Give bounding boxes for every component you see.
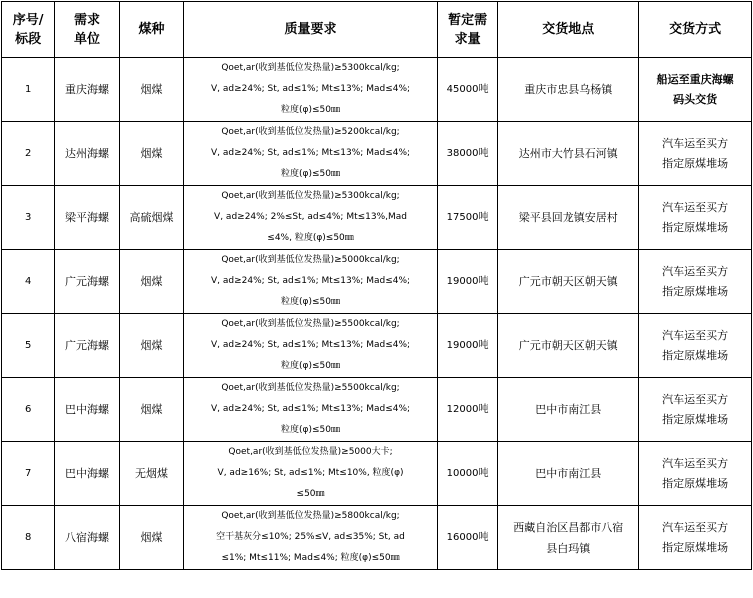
cell-coal-type-text: 烟煤 — [140, 339, 163, 352]
header-unit: 需求 单位 — [55, 2, 119, 58]
cell-method-text: 码头交货 — [673, 92, 718, 106]
cell-location — [498, 58, 639, 122]
cell-quantity — [437, 314, 497, 378]
cell-coal-type — [119, 442, 183, 506]
cell-index — [2, 506, 55, 570]
cell-quantity — [437, 442, 497, 506]
header-coal-type: 煤种 — [119, 2, 183, 58]
cell-quality-text: Qoet,ar(收到基低位发热量)≥5000大卡; — [228, 447, 393, 457]
cell-coal-type — [119, 186, 183, 250]
cell-quality-text: 粒度(φ)≤50㎜ — [281, 425, 340, 435]
cell-method-text: 指定原煤堆场 — [662, 284, 729, 298]
cell-quality-text: V, ad≥24%; St, ad≤1%; Mt≤13%; Mad≤4%; — [211, 340, 411, 350]
cell-quality-text: V, ad≥24%; St, ad≤1%; Mt≤13%; Mad≤4%; — [211, 404, 411, 414]
cell-quality — [184, 314, 438, 378]
cell-quality-text: Qoet,ar(收到基低位发热量)≥5500kcal/kg; — [221, 383, 400, 393]
cell-unit — [55, 58, 119, 122]
cell-quality-text: V, ad≥24%; St, ad≤1%; Mt≤13%; Mad≤4%; — [211, 84, 411, 94]
header-row — [2, 2, 752, 58]
cell-location — [498, 314, 639, 378]
cell-quality-text: V, ad≥24%; St, ad≤1%; Mt≤13%; Mad≤4%; — [211, 148, 411, 158]
cell-coal-type-text: 高硫烟煤 — [129, 211, 174, 224]
header-index: 序号/ 标段 — [2, 2, 55, 58]
cell-quality — [184, 442, 438, 506]
cell-unit — [55, 250, 119, 314]
cell-coal-type-text: 烟煤 — [140, 83, 163, 96]
cell-quality-text: V, ad≥16%; St, ad≤1%; Mt≤10%, 粒度(φ) — [217, 468, 404, 478]
cell-unit-text: 达州海螺 — [65, 147, 110, 160]
cell-location-text: 达州市大竹县石河镇 — [518, 147, 618, 160]
cell-index-text: 8 — [24, 532, 32, 543]
cell-quality — [184, 122, 438, 186]
cell-unit-text: 八宿海螺 — [65, 531, 110, 544]
cell-unit-text: 巴中海螺 — [65, 403, 110, 416]
cell-location-text: 广元市朝天区朝天镇 — [518, 339, 618, 352]
cell-location — [498, 378, 639, 442]
cell-quality-text: Qoet,ar(收到基低位发热量)≥5300kcal/kg; — [221, 63, 400, 73]
cell-coal-type-text: 烟煤 — [140, 531, 163, 544]
cell-index — [2, 122, 55, 186]
cell-index — [2, 442, 55, 506]
cell-quantity — [437, 58, 497, 122]
cell-quality-text: 空干基灰分≤10%; 25%≤V, ad≤35%; St, ad — [216, 532, 405, 542]
cell-unit — [55, 186, 119, 250]
cell-coal-type — [119, 314, 183, 378]
cell-quantity-text: 10000吨 — [446, 468, 489, 479]
cell-method — [639, 58, 752, 122]
cell-method — [639, 250, 752, 314]
cell-unit — [55, 378, 119, 442]
cell-index — [2, 250, 55, 314]
cell-quality-text: 粒度(φ)≤50㎜ — [281, 361, 340, 371]
cell-coal-type — [119, 250, 183, 314]
cell-quality — [184, 186, 438, 250]
cell-quantity — [437, 506, 497, 570]
cell-quality-text: Qoet,ar(收到基低位发热量)≥5500kcal/kg; — [221, 319, 400, 329]
cell-unit-text: 广元海螺 — [65, 339, 110, 352]
table-row — [2, 314, 752, 378]
table-row — [2, 250, 752, 314]
cell-quantity-text: 16000吨 — [446, 532, 489, 543]
cell-index-text: 5 — [24, 340, 32, 351]
cell-quality-text: ≤1%; Mt≤11%; Mad≤4%; 粒度(φ)≤50㎜ — [221, 553, 400, 563]
cell-unit-text: 广元海螺 — [65, 275, 110, 288]
cell-unit-text: 重庆海螺 — [65, 83, 110, 96]
table-row — [2, 506, 752, 570]
cell-quality-text: Qoet,ar(收到基低位发热量)≥5300kcal/kg; — [221, 191, 400, 201]
cell-coal-type — [119, 58, 183, 122]
cell-quantity-text: 19000吨 — [446, 340, 489, 351]
cell-quantity-text: 38000吨 — [446, 148, 489, 159]
cell-unit — [55, 122, 119, 186]
cell-quality-text: Qoet,ar(收到基低位发热量)≥5800kcal/kg; — [221, 511, 400, 521]
cell-quality-text: 粒度(φ)≤50㎜ — [281, 297, 340, 307]
cell-method-text: 指定原煤堆场 — [662, 412, 729, 426]
cell-unit-text: 梁平海螺 — [65, 211, 110, 224]
cell-coal-type — [119, 506, 183, 570]
cell-location-text: 巴中市南江县 — [535, 467, 602, 480]
cell-quality — [184, 378, 438, 442]
cell-quantity — [437, 250, 497, 314]
cell-method-text: 指定原煤堆场 — [662, 156, 729, 170]
cell-quality-text: 粒度(φ)≤50㎜ — [281, 169, 340, 179]
header-location: 交货地点 — [498, 2, 639, 58]
cell-method-text: 汽车运至买方 — [662, 328, 729, 342]
coal-demand-table — [1, 1, 752, 570]
cell-location — [498, 442, 639, 506]
cell-location — [498, 122, 639, 186]
cell-index-text: 1 — [24, 84, 32, 95]
cell-location — [498, 186, 639, 250]
cell-location-text: 巴中市南江县 — [535, 403, 602, 416]
cell-location-text: 西藏自治区昌都市八宿 — [513, 520, 624, 534]
cell-coal-type-text: 烟煤 — [140, 147, 163, 160]
cell-quantity-text: 17500吨 — [446, 212, 489, 223]
cell-unit — [55, 506, 119, 570]
table-row — [2, 186, 752, 250]
cell-index-text: 6 — [24, 404, 32, 415]
cell-method-text: 汽车运至买方 — [662, 200, 729, 214]
cell-quality-text: Qoet,ar(收到基低位发热量)≥5200kcal/kg; — [221, 127, 400, 137]
cell-quantity — [437, 378, 497, 442]
cell-quality — [184, 250, 438, 314]
cell-method-text: 船运至重庆海螺 — [656, 72, 734, 86]
cell-method-text: 汽车运至买方 — [662, 136, 729, 150]
cell-quality-text: V, ad≥24%; St, ad≤1%; Mt≤13%; Mad≤4%; — [211, 276, 411, 286]
cell-index-text: 2 — [24, 148, 32, 159]
cell-method — [639, 122, 752, 186]
cell-method-text: 汽车运至买方 — [662, 520, 729, 534]
cell-index — [2, 58, 55, 122]
cell-location-text: 重庆市忠县乌杨镇 — [524, 83, 613, 96]
table-row — [2, 442, 752, 506]
cell-location — [498, 506, 639, 570]
cell-quantity-text: 12000吨 — [446, 404, 489, 415]
cell-location-text: 县白玛镇 — [546, 541, 591, 555]
cell-coal-type-text: 无烟煤 — [134, 467, 168, 480]
header-method: 交货方式 — [639, 2, 752, 58]
cell-method — [639, 378, 752, 442]
cell-method-text: 汽车运至买方 — [662, 264, 729, 278]
cell-unit — [55, 314, 119, 378]
cell-location-text: 广元市朝天区朝天镇 — [518, 275, 618, 288]
header-quantity: 暂定需 求量 — [437, 2, 497, 58]
cell-location-text: 梁平县回龙镇安居村 — [518, 211, 618, 224]
cell-method-text: 指定原煤堆场 — [662, 476, 729, 490]
header-quality: 质量要求 — [184, 2, 438, 58]
cell-method-text: 汽车运至买方 — [662, 392, 729, 406]
cell-unit — [55, 442, 119, 506]
table-row — [2, 122, 752, 186]
cell-index — [2, 314, 55, 378]
cell-quality — [184, 58, 438, 122]
cell-quantity-text: 19000吨 — [446, 276, 489, 287]
cell-unit-text: 巴中海螺 — [65, 467, 110, 480]
cell-coal-type — [119, 122, 183, 186]
cell-coal-type-text: 烟煤 — [140, 403, 163, 416]
cell-coal-type — [119, 378, 183, 442]
table-row — [2, 378, 752, 442]
cell-quantity — [437, 122, 497, 186]
cell-method — [639, 314, 752, 378]
cell-method-text: 汽车运至买方 — [662, 456, 729, 470]
cell-quantity-text: 45000吨 — [446, 84, 489, 95]
cell-quality-text: V, ad≥24%; 2%≤St, ad≤4%; Mt≤13%,Mad — [214, 212, 408, 222]
cell-index-text: 3 — [24, 212, 32, 223]
cell-index — [2, 378, 55, 442]
cell-location — [498, 250, 639, 314]
cell-index-text: 4 — [24, 276, 32, 287]
cell-coal-type-text: 烟煤 — [140, 275, 163, 288]
cell-quantity — [437, 186, 497, 250]
cell-method-text: 指定原煤堆场 — [662, 348, 729, 362]
cell-quality-text: Qoet,ar(收到基低位发热量)≥5000kcal/kg; — [221, 255, 400, 265]
cell-method-text: 指定原煤堆场 — [662, 540, 729, 554]
cell-quality — [184, 506, 438, 570]
cell-quality-text: ≤4%, 粒度(φ)≤50㎜ — [267, 233, 354, 243]
cell-method — [639, 186, 752, 250]
cell-index-text: 7 — [24, 468, 32, 479]
cell-quality-text: ≤50㎜ — [296, 489, 325, 499]
cell-method-text: 指定原煤堆场 — [662, 220, 729, 234]
cell-method — [639, 442, 752, 506]
table-row — [2, 58, 752, 122]
cell-index — [2, 186, 55, 250]
cell-quality-text: 粒度(φ)≤50㎜ — [281, 105, 340, 115]
cell-method — [639, 506, 752, 570]
